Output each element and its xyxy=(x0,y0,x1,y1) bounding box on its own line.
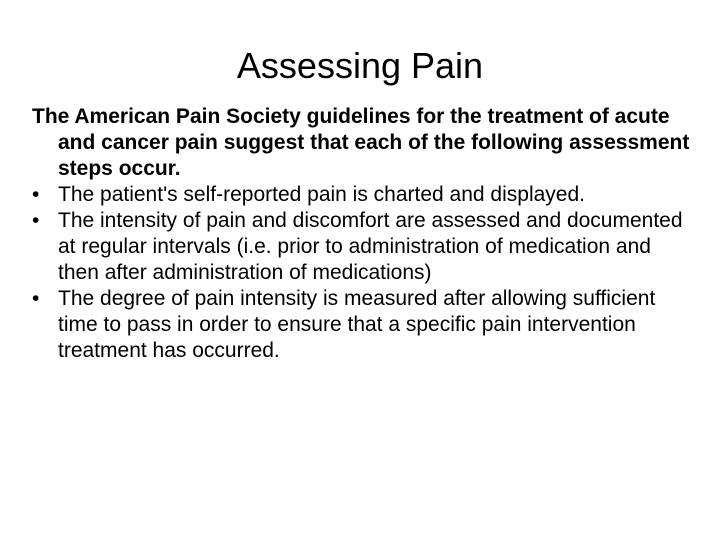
bullet-list xyxy=(32,182,694,364)
slide-body xyxy=(32,104,694,364)
bullet-icon: • xyxy=(32,287,40,310)
bullet-icon: • xyxy=(32,183,40,206)
slide-title: Assessing Pain xyxy=(236,45,484,86)
bullet-text: The degree of pain intensity is measured after allowing sufficient time to pass in order to ensure that a specific pain intervention treatment has occurred. xyxy=(58,287,656,362)
lead-paragraph: The American Pain Society guidelines for the treatment of acute and cancer pain suggest that each of the following assessment steps occur. xyxy=(32,105,690,180)
bullet-text: The intensity of pain and discomfort are assessed and documented at regular intervals (i.e. prior to administration of medication and then after administration of medications) xyxy=(58,209,683,284)
bullet-item xyxy=(32,208,694,286)
bullet-item xyxy=(32,182,694,208)
bullet-icon: • xyxy=(32,209,40,232)
bullet-item xyxy=(32,286,694,364)
bullet-text: The patient's self-reported pain is charted and displayed. xyxy=(58,183,585,206)
